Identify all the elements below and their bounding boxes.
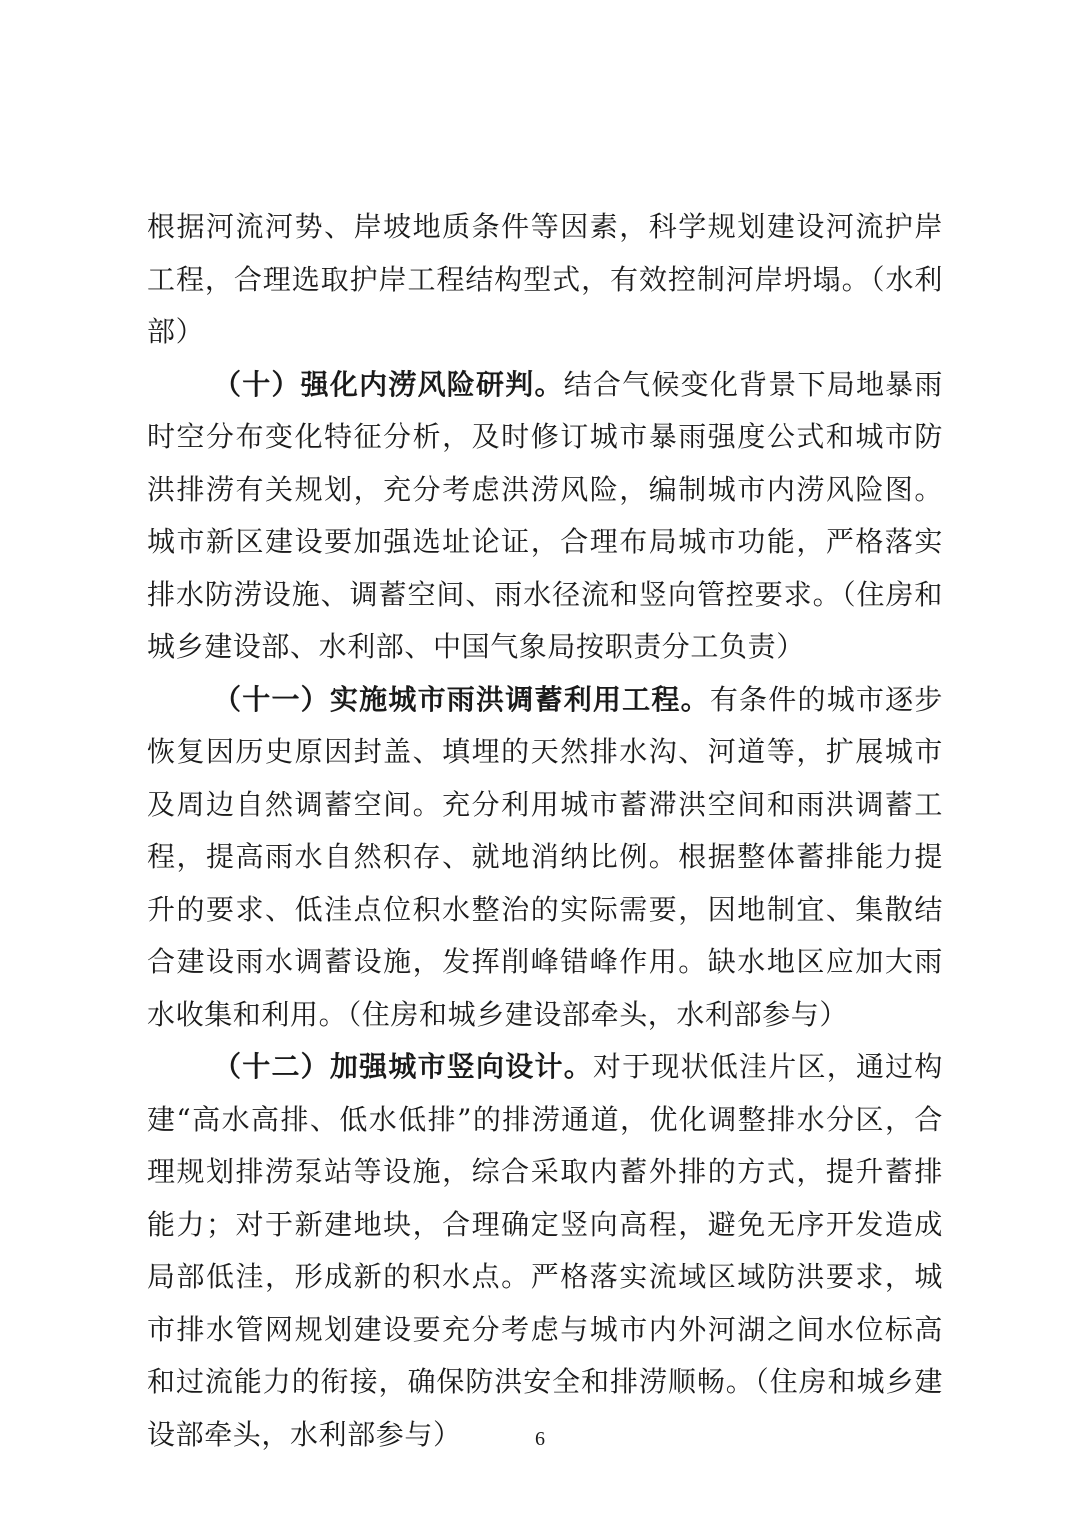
paragraph-text: 结合气候变化背景下局地暴雨时空分布变化特征分析，及时修订城市暴雨强度公式和城市防洪排涝有关规划，充分考虑洪涝风险，编制城市内涝风险图。城市新区建设要加强选址论证，合理布局城市功能，严格落实排水防涝设施、调蓄空间、雨水径流和竖向管控要求。（住房和城乡建设部、水利部、中国气象局按职责分工负责） (147, 367, 943, 663)
paragraph-text: 有条件的城市逐步恢复因历史原因封盖、填埋的天然排水沟、河道等，扩展城市及周边自然调蓄空间。充分利用城市蓄滞洪空间和雨洪调蓄工程，提高雨水自然积存、就地消纳比例。根据整体蓄排能力提升的要求、低洼点位积水整治的实际需要，因地制宜、集散结合建设雨水调蓄设施，发挥削峰错峰作用。缺水地区应加大雨水收集和利用。（住房和城乡建设部牵头，水利部参与） (147, 682, 943, 1031)
paragraph-section-11 (147, 674, 943, 1042)
section-heading: （十）强化内涝风险研判。 (213, 367, 564, 401)
section-heading: （十一）实施城市雨洪调蓄利用工程。 (213, 682, 710, 716)
paragraph-section-10 (147, 359, 943, 674)
paragraph-text: 根据河流河势、岸坡地质条件等因素，科学规划建设河流护岸工程，合理选取护岸工程结构型式，有效控制河岸坍塌。（水利部） (147, 210, 943, 348)
section-heading: （十二）加强城市竖向设计。 (213, 1050, 593, 1083)
paragraph-continuation (147, 201, 943, 359)
paragraph-text: 对于现状低洼片区，通过构建“高水高排、低水低排”的排涝通道，优化调整排水分区，合理规划排涝泵站等设施，综合采取内蓄外排的方式，提升蓄排能力；对于新建地块，合理确定竖向高程，避免无序开发造成局部低洼，形成新的积水点。严格落实流域区域防洪要求，城市排水管网规划建设要充分考虑与城市内外河湖之间水位标高和过流能力的衔接，确保防洪安全和排涝顺畅。（住房和城乡建设部牵头，水利部参与） (147, 1050, 943, 1451)
page-number: 6 (535, 1428, 545, 1450)
document-body (147, 201, 943, 1461)
paragraph-section-12 (147, 1041, 943, 1461)
